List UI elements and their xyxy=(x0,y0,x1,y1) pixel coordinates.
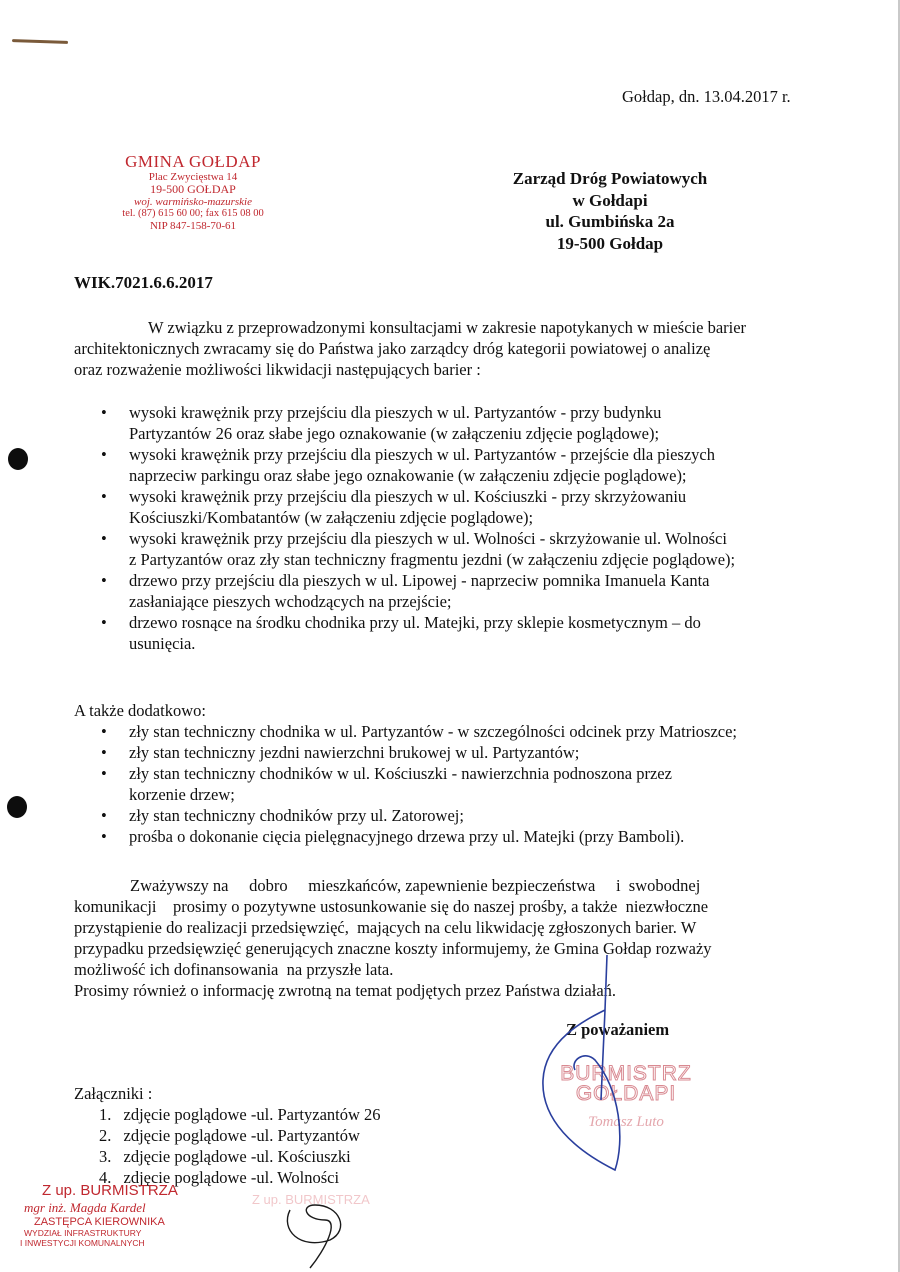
attachments-heading: Załączniki : xyxy=(74,1084,153,1103)
regards: Z poważaniem xyxy=(566,1020,670,1039)
deputy-stamp-dept1: WYDZIAŁ INFRASTRUKTURY xyxy=(24,1228,142,1238)
recipient-line1: Zarząd Dróg Powiatowych xyxy=(512,169,708,188)
additional-heading: A także dodatkowo: xyxy=(74,701,206,720)
attachment-item: 3. zdjęcie poglądowe -ul. Kościuszki xyxy=(99,1147,351,1166)
deputy-stamp-line1: Z up. BURMISTRZA xyxy=(42,1182,178,1199)
deputy-stamp xyxy=(20,1182,220,1248)
list-item: • drzewo rosnące na środku chodnika przy ul. Matejki, przy sklepie kosmetycznym – do usunięcia. xyxy=(101,613,701,653)
list-item: • prośba o dokonanie cięcia pielęgnacyjnego drzewa przy ul. Matejki (przy Bamboli). xyxy=(101,827,685,846)
list-item: • wysoki krawężnik przy przejściu dla pieszych w ul. Partyzantów - przejście dla pieszych naprzeciw parkingu oraz słabe jego oznakowanie (w załączeniu zdjęcie poglądowe); xyxy=(101,445,715,485)
deputy-signature xyxy=(270,1190,360,1270)
list-item: • zły stan techniczny jezdni nawierzchni brukowej w ul. Partyzantów; xyxy=(101,743,580,762)
intro-line: oraz rozważenie możliwości likwidacji następujących barier : xyxy=(74,360,481,379)
attachment-number: 3. xyxy=(99,1147,112,1166)
bullet-icon: • xyxy=(101,743,107,762)
bullet-icon: • xyxy=(101,445,107,464)
intro-line: W związku z przeprowadzonymi konsultacjami w zakresie napotykanych w mieście barier xyxy=(148,318,747,337)
intro-paragraph xyxy=(74,317,824,380)
mayor-stamp-title: BURMISTRZ xyxy=(560,1062,692,1085)
list-item: • wysoki krawężnik przy przejściu dla pieszych w ul. Wolności - skrzyżowanie ul. Wolności z Partyzantów oraz zły stan techniczny fragmentu jezdni (w załączeniu zdjęcie poglądowe); xyxy=(101,529,736,569)
recipient-line4: 19-500 Gołdap xyxy=(556,233,664,253)
stamp-region: woj. warmińsko-mazurskie xyxy=(134,196,252,208)
list-item: • wysoki krawężnik przy przejściu dla pieszych w ul. Kościuszki - przy skrzyżowaniu Kościuszki/Kombatantów (w załączeniu zdjęcie poglądowe); xyxy=(101,487,687,527)
sender-stamp xyxy=(86,152,300,232)
stamp-address1: Plac Zwycięstwa 14 xyxy=(148,171,238,183)
stamp-phone: tel. (87) 615 60 00; fax 615 08 00 xyxy=(122,208,264,219)
bullet-icon: • xyxy=(101,806,107,825)
closing-paragraph xyxy=(74,875,826,1001)
bullet-icon: • xyxy=(101,529,107,548)
stamp-address2: 19-500 GOŁDAP xyxy=(150,182,236,196)
mayor-stamp-name: Tomasz Luto xyxy=(588,1114,664,1130)
bullet-icon: • xyxy=(101,487,107,506)
deputy-stamp-name: mgr inż. Magda Kardel xyxy=(24,1200,146,1215)
bullet-icon: • xyxy=(101,764,107,783)
list-item: • wysoki krawężnik przy przejściu dla pieszych w ul. Partyzantów - przy budynku Partyzantów 26 oraz słabe jego oznakowanie (w załączeniu zdjęcie poglądowe); xyxy=(101,403,662,443)
attachment-number: 4. xyxy=(99,1168,112,1187)
attachment-number: 2. xyxy=(99,1126,112,1145)
intro-line: architektonicznych zwracamy się do Państwa jako zarządcy dróg kategorii powiatowej o analizę xyxy=(74,339,711,358)
punch-hole-bottom xyxy=(7,796,27,818)
faded-stamp: Z up. BURMISTRZA xyxy=(252,1192,370,1207)
stamp-nip: NIP 847-158-70-61 xyxy=(149,220,237,232)
additional-list xyxy=(101,721,829,847)
closing-line: komunikacji prosimy o pozytywne ustosunkowanie się do naszej prośby, a także niezwłoczne xyxy=(74,897,709,916)
bullet-icon: • xyxy=(101,571,107,590)
recipient-address xyxy=(470,168,750,254)
closing-line: przystąpienie do realizacji przedsięwzięć, mających na celu likwidację zgłoszonych barier. W xyxy=(74,918,697,937)
barrier-list xyxy=(101,402,829,654)
closing-line: możliwość ich dofinansowania na przyszłe lata. xyxy=(74,960,394,979)
attachment-item: 4. zdjęcie poglądowe -ul. Wolności xyxy=(99,1168,340,1187)
bullet-icon: • xyxy=(101,403,107,422)
list-item: • zły stan techniczny chodnika w ul. Partyzantów - w szczególności odcinek przy Matrioszce; xyxy=(101,722,738,741)
bullet-icon: • xyxy=(101,613,107,632)
list-item: • zły stan techniczny chodników przy ul. Zatorowej; xyxy=(101,806,464,825)
info-request: Prosimy również o informację zwrotną na temat podjętych przez Państwa działań. xyxy=(74,981,617,1000)
date-line: Gołdap, dn. 13.04.2017 r. xyxy=(622,87,791,106)
mayor-signature xyxy=(525,950,665,1180)
pen-mark xyxy=(12,39,68,44)
recipient-line2: w Gołdapi xyxy=(572,190,648,210)
punch-hole-top xyxy=(8,448,28,470)
bullet-icon: • xyxy=(101,827,107,846)
list-item: • drzewo przy przejściu dla pieszych w ul. Lipowej - naprzeciw pomnika Imanuela Kanta zasłaniające pieszych wchodzących na przejście; xyxy=(101,571,710,611)
stamp-org-name: GMINA GOŁDAP xyxy=(125,152,261,171)
bullet-icon: • xyxy=(101,722,107,741)
mayor-stamp-city: GOŁDAPI xyxy=(575,1082,677,1105)
attachment-item: 2. zdjęcie poglądowe -ul. Partyzantów xyxy=(99,1126,360,1145)
closing-line: Zważywszy na dobro mieszkańców, zapewnienie bezpieczeństwa i swobodnej xyxy=(130,876,701,895)
list-item: • zły stan techniczny chodników w ul. Kościuszki - nawierzchnia podnoszona przez korzenie drzew; xyxy=(101,764,672,804)
deputy-stamp-title: ZASTĘPCA KIEROWNIKA xyxy=(34,1216,165,1228)
deputy-stamp-dept2: I INWESTYCJI KOMUNALNYCH xyxy=(20,1238,145,1248)
closing-line: przypadku przedsięwzięć generujących znaczne koszty informujemy, że Gmina Gołdap rozważy xyxy=(74,939,712,958)
attachment-item: 1. zdjęcie poglądowe -ul. Partyzantów 26 xyxy=(99,1105,381,1124)
attachments-list xyxy=(99,1104,381,1188)
recipient-line3: ul. Gumbińska 2a xyxy=(545,212,675,231)
reference-number: WIK.7021.6.6.2017 xyxy=(74,273,213,292)
attachment-number: 1. xyxy=(99,1105,112,1124)
